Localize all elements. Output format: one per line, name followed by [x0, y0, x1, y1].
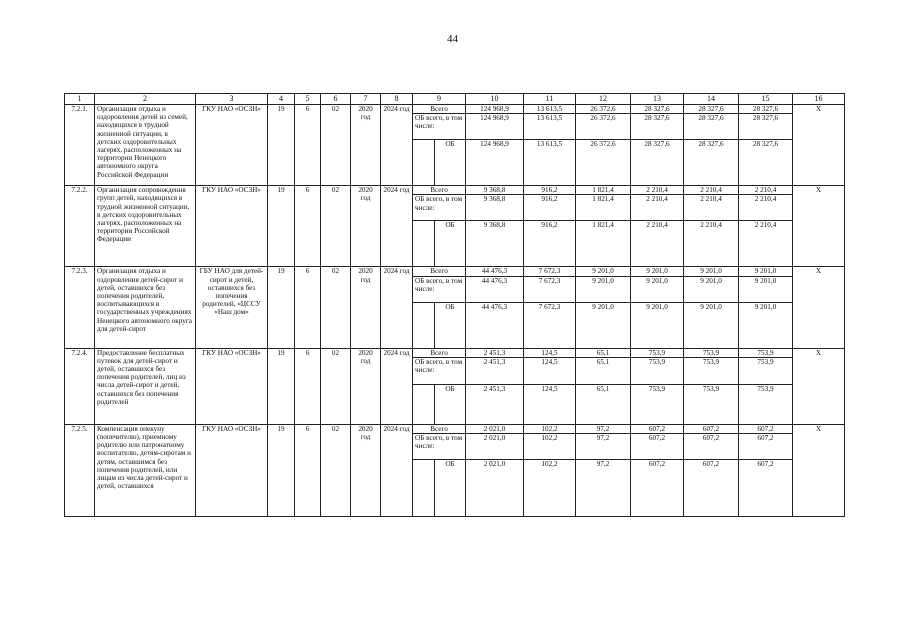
amount-cell: 607,2	[739, 424, 793, 433]
end-year: 2024 год	[381, 267, 413, 348]
funding-label: Всего	[413, 267, 466, 276]
responsibility-mark: Х	[793, 424, 845, 516]
amount-cell: 44 476,3	[466, 276, 524, 302]
amount-cell: 2 451,3	[466, 384, 524, 424]
amount-cell: 7 672,3	[524, 276, 576, 302]
activity-row	[65, 424, 845, 433]
amount-cell: 9 201,0	[684, 302, 739, 348]
amount-cell: 1 821,4	[576, 195, 631, 221]
amount-cell: 607,2	[631, 424, 684, 433]
amount-cell: 28 327,6	[631, 140, 684, 186]
responsibility-mark: Х	[793, 105, 845, 186]
activity-title: Организация сопровождения групп детей, находящихся в трудной жизненной ситуации, в детских оздоровительных лагерях, расположенных на территории Российской Федерации	[95, 186, 196, 267]
header-cell: 1	[65, 94, 95, 105]
amount-cell: 2 451,3	[466, 348, 524, 357]
amount-cell: 607,2	[684, 424, 739, 433]
amount-cell: 753,9	[684, 357, 739, 384]
amount-cell: 2 210,4	[684, 186, 739, 195]
code-cell: 02	[321, 424, 351, 516]
amount-cell: 124,5	[524, 384, 576, 424]
responsibility-mark: Х	[793, 186, 845, 267]
amount-cell: 753,9	[684, 384, 739, 424]
amount-cell: 102,2	[524, 424, 576, 433]
amount-cell: 124,5	[524, 357, 576, 384]
activity-executor: ГКУ НАО «ОСЗН»	[196, 186, 268, 267]
start-year: 2020 год	[351, 348, 381, 424]
header-cell: 16	[793, 94, 845, 105]
header-cell: 7	[351, 94, 381, 105]
amount-cell: 9 201,0	[739, 276, 793, 302]
amount-cell: 9 201,0	[631, 302, 684, 348]
amount-cell: 9 368,8	[466, 221, 524, 267]
activity-row	[65, 105, 845, 114]
header-cell: 10	[466, 94, 524, 105]
amount-cell: 607,2	[739, 460, 793, 517]
amount-cell: 102,2	[524, 460, 576, 517]
activity-number: 7.2.5.	[65, 424, 95, 516]
amount-cell: 9 201,0	[576, 276, 631, 302]
header-cell: 5	[295, 94, 321, 105]
funding-indent	[413, 302, 435, 348]
code-cell: 19	[268, 424, 295, 516]
amount-cell: 9 201,0	[684, 267, 739, 276]
amount-cell: 2 021,0	[466, 460, 524, 517]
amount-cell: 9 368,8	[466, 195, 524, 221]
activity-executor: ГКУ НАО «ОСЗН»	[196, 105, 268, 186]
amount-cell: 28 327,6	[739, 140, 793, 186]
header-cell: 3	[196, 94, 268, 105]
start-year: 2020 год	[351, 424, 381, 516]
funding-label: ОБ всего, в том числе:	[413, 276, 466, 302]
end-year: 2024 год	[381, 348, 413, 424]
header-cell: 2	[95, 94, 196, 105]
amount-cell: 916,2	[524, 186, 576, 195]
header-cell: 12	[576, 94, 631, 105]
amount-cell: 26 372,6	[576, 114, 631, 140]
amount-cell: 9 201,0	[739, 302, 793, 348]
amount-cell: 9 201,0	[631, 276, 684, 302]
funding-label: ОБ всего, в том числе:	[413, 357, 466, 384]
header-cell: 4	[268, 94, 295, 105]
amount-cell: 97,2	[576, 460, 631, 517]
amount-cell: 2 210,4	[739, 186, 793, 195]
funding-label: Всего	[413, 186, 466, 195]
amount-cell: 7 672,3	[524, 302, 576, 348]
amount-cell: 607,2	[739, 434, 793, 460]
amount-cell: 13 613,5	[524, 140, 576, 186]
activity-title: Организация отдыха и оздоровления детей-сирот и детей, оставшихся без попечения родителей, воспитывающихся в государственных учреждениях Ненецкого автономного округа для детей-сирот	[95, 267, 196, 348]
activity-executor: ГКУ НАО «ОСЗН»	[196, 348, 268, 424]
code-cell: 6	[295, 424, 321, 516]
amount-cell: 9 201,0	[684, 276, 739, 302]
activity-row	[65, 186, 845, 195]
amount-cell: 2 210,4	[631, 195, 684, 221]
amount-cell: 1 821,4	[576, 186, 631, 195]
activity-title: Компенсация опекуну (попечителю), приемному родителю или патронатному воспитателю, детям-сиротам и детям, оставшимся без попечения родителей, или лицам из числа детей-сирот и детей, оставшихся	[95, 424, 196, 516]
amount-cell: 97,2	[576, 424, 631, 433]
amount-cell: 28 327,6	[631, 105, 684, 114]
amount-cell: 2 210,4	[631, 186, 684, 195]
amount-cell: 9 201,0	[576, 267, 631, 276]
amount-cell: 28 327,6	[684, 105, 739, 114]
amount-cell: 26 372,6	[576, 105, 631, 114]
code-cell: 02	[321, 186, 351, 267]
funding-label: ОБ	[435, 221, 466, 267]
amount-cell: 65,1	[576, 384, 631, 424]
amount-cell: 2 021,0	[466, 434, 524, 460]
code-cell: 6	[295, 348, 321, 424]
amount-cell: 44 476,3	[466, 267, 524, 276]
amount-cell: 124,5	[524, 348, 576, 357]
code-cell: 19	[268, 186, 295, 267]
amount-cell: 607,2	[631, 460, 684, 517]
amount-cell: 124 968,9	[466, 140, 524, 186]
amount-cell: 753,9	[739, 348, 793, 357]
code-cell: 6	[295, 105, 321, 186]
page-number: 44	[447, 33, 458, 45]
code-cell: 02	[321, 348, 351, 424]
amount-cell: 2 210,4	[739, 221, 793, 267]
amount-cell: 2 451,3	[466, 357, 524, 384]
end-year: 2024 год	[381, 424, 413, 516]
amount-cell: 124 968,9	[466, 114, 524, 140]
activity-number: 7.2.3.	[65, 267, 95, 348]
activity-executor: ГБУ НАО для детей-сирот и детей, оставшихся без попечения родителей, «ЦССУ «Наш дом»	[196, 267, 268, 348]
amount-cell: 916,2	[524, 221, 576, 267]
amount-cell: 124 968,9	[466, 105, 524, 114]
activity-title: Предоставление бесплатных путевок для детей-сирот и детей, оставшихся без попечения родителей, лиц из числа детей-сирот и детей, оставшихся без попечения родителей	[95, 348, 196, 424]
activity-row	[65, 348, 845, 357]
funding-label: ОБ	[435, 140, 466, 186]
amount-cell: 607,2	[684, 434, 739, 460]
amount-cell: 28 327,6	[739, 114, 793, 140]
funding-indent	[413, 221, 435, 267]
amount-cell: 28 327,6	[684, 140, 739, 186]
funding-label: Всего	[413, 105, 466, 114]
end-year: 2024 год	[381, 186, 413, 267]
amount-cell: 2 021,0	[466, 424, 524, 433]
funding-label: ОБ всего, в том числе:	[413, 434, 466, 460]
amount-cell: 2 210,4	[684, 221, 739, 267]
funding-indent	[413, 460, 435, 517]
amount-cell: 9 201,0	[631, 267, 684, 276]
header-cell: 11	[524, 94, 576, 105]
amount-cell: 44 476,3	[466, 302, 524, 348]
activity-number: 7.2.1.	[65, 105, 95, 186]
amount-cell: 13 613,5	[524, 114, 576, 140]
header-cell: 14	[684, 94, 739, 105]
header-row	[65, 94, 845, 105]
program-table	[64, 93, 845, 517]
code-cell: 6	[295, 186, 321, 267]
activity-title: Организация отдыха и оздоровления детей из семей, находящихся в трудной жизненной ситуации, в детских оздоровительных лагерях, расположенных на территории Ненецкого автономного округа Российской Федерации	[95, 105, 196, 186]
funding-label: Всего	[413, 424, 466, 433]
amount-cell: 607,2	[631, 434, 684, 460]
responsibility-mark: Х	[793, 348, 845, 424]
amount-cell: 9 201,0	[576, 302, 631, 348]
amount-cell: 753,9	[684, 348, 739, 357]
amount-cell: 753,9	[631, 348, 684, 357]
header-cell: 8	[381, 94, 413, 105]
amount-cell: 65,1	[576, 348, 631, 357]
end-year: 2024 год	[381, 105, 413, 186]
code-cell: 02	[321, 105, 351, 186]
code-cell: 02	[321, 267, 351, 348]
funding-label: Всего	[413, 348, 466, 357]
amount-cell: 97,2	[576, 434, 631, 460]
code-cell: 6	[295, 267, 321, 348]
amount-cell: 13 613,5	[524, 105, 576, 114]
amount-cell: 607,2	[684, 460, 739, 517]
funding-label: ОБ всего, в том числе:	[413, 114, 466, 140]
amount-cell: 2 210,4	[631, 221, 684, 267]
activity-number: 7.2.4.	[65, 348, 95, 424]
start-year: 2020 год	[351, 267, 381, 348]
amount-cell: 28 327,6	[631, 114, 684, 140]
funding-label: ОБ	[435, 384, 466, 424]
start-year: 2020 год	[351, 186, 381, 267]
code-cell: 19	[268, 267, 295, 348]
amount-cell: 753,9	[739, 357, 793, 384]
amount-cell: 753,9	[631, 384, 684, 424]
amount-cell: 9 201,0	[739, 267, 793, 276]
header-cell: 13	[631, 94, 684, 105]
code-cell: 19	[268, 348, 295, 424]
amount-cell: 28 327,6	[684, 114, 739, 140]
amount-cell: 28 327,6	[739, 105, 793, 114]
funding-label: ОБ всего, в том числе:	[413, 195, 466, 221]
activity-number: 7.2.2.	[65, 186, 95, 267]
amount-cell: 916,2	[524, 195, 576, 221]
header-cell: 9	[413, 94, 466, 105]
amount-cell: 2 210,4	[684, 195, 739, 221]
activity-row	[65, 267, 845, 276]
activity-executor: ГКУ НАО «ОСЗН»	[196, 424, 268, 516]
amount-cell: 2 210,4	[739, 195, 793, 221]
funding-label: ОБ	[435, 302, 466, 348]
amount-cell: 753,9	[739, 384, 793, 424]
amount-cell: 9 368,8	[466, 186, 524, 195]
responsibility-mark: Х	[793, 267, 845, 348]
header-cell: 6	[321, 94, 351, 105]
amount-cell: 753,9	[631, 357, 684, 384]
code-cell: 19	[268, 105, 295, 186]
funding-label: ОБ	[435, 460, 466, 517]
amount-cell: 1 821,4	[576, 221, 631, 267]
amount-cell: 7 672,3	[524, 267, 576, 276]
amount-cell: 65,1	[576, 357, 631, 384]
funding-indent	[413, 140, 435, 186]
header-cell: 15	[739, 94, 793, 105]
amount-cell: 102,2	[524, 434, 576, 460]
start-year: 2020 год	[351, 105, 381, 186]
amount-cell: 26 372,6	[576, 140, 631, 186]
funding-indent	[413, 384, 435, 424]
